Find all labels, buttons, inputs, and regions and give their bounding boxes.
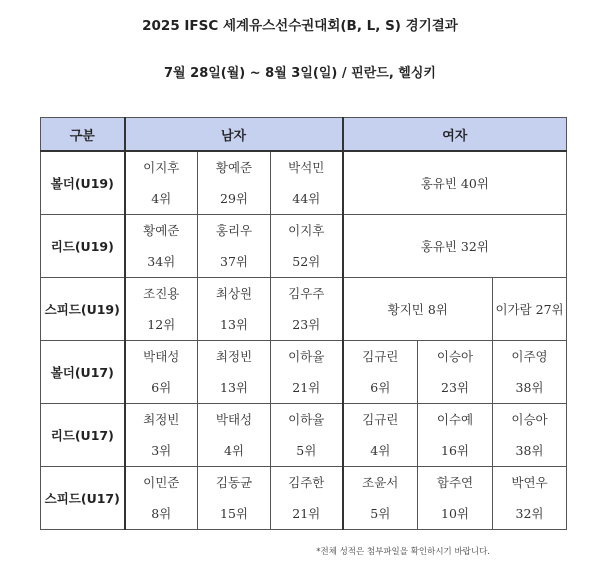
- table-row: [41, 403, 567, 466]
- athlete-name: 이수예: [436, 412, 474, 427]
- table-row: [41, 214, 567, 277]
- result-cell: [343, 151, 567, 214]
- result-cell: [125, 403, 198, 466]
- athlete-rank: 37위: [220, 254, 248, 269]
- athlete-name: 이민준: [143, 475, 180, 490]
- athlete-rank: 21위: [292, 506, 321, 521]
- result-cell: [198, 466, 271, 529]
- athlete-rank: 52위: [292, 254, 321, 269]
- athlete-name: 김우주: [288, 286, 325, 301]
- athlete-name: 박석민: [288, 160, 325, 176]
- table-row: [41, 151, 567, 214]
- athlete-name: 김규린: [362, 349, 399, 364]
- athlete-result: 홍유빈 40위: [420, 176, 489, 192]
- athlete-rank: 34위: [147, 254, 176, 269]
- athlete-result: 이가람 27위: [495, 302, 564, 317]
- athlete-rank: 16위: [441, 443, 470, 458]
- category-cell: 볼더(U19): [41, 151, 125, 214]
- header-category: 구분: [41, 118, 125, 152]
- result-cell: [125, 466, 198, 529]
- athlete-rank: 4위: [223, 443, 245, 458]
- athlete-name: 이승아: [511, 412, 548, 427]
- table-header-row: [41, 118, 567, 152]
- athlete-name: 조윤서: [362, 475, 399, 490]
- result-cell: [198, 151, 271, 214]
- result-cell: [125, 214, 198, 277]
- category-cell: 볼더(U17): [41, 340, 125, 403]
- athlete-rank: 29위: [220, 191, 248, 207]
- result-cell: [343, 214, 567, 277]
- athlete-name: 최정빈: [215, 349, 253, 364]
- result-cell: [198, 340, 271, 403]
- athlete-rank: 5위: [370, 506, 391, 521]
- result-cell: [125, 277, 198, 340]
- result-cell: [493, 466, 567, 529]
- athlete-name: 황예준: [215, 160, 253, 176]
- result-cell: [198, 403, 271, 466]
- category-cell: 스피드(U17): [41, 466, 125, 529]
- header-male: 남자: [125, 118, 343, 152]
- result-cell: [418, 403, 493, 466]
- result-cell: [125, 340, 198, 403]
- result-cell: [343, 277, 493, 340]
- athlete-rank: 5위: [296, 443, 317, 458]
- athlete-name: 이주영: [511, 349, 548, 364]
- athlete-rank: 6위: [370, 380, 391, 395]
- athlete-name: 이하율: [288, 412, 325, 427]
- athlete-rank: 13위: [220, 380, 248, 395]
- result-cell: [418, 340, 493, 403]
- table-row: [41, 340, 567, 403]
- table-row: [41, 466, 567, 529]
- athlete-name: 김규린: [362, 412, 399, 427]
- athlete-name: 최정빈: [143, 412, 180, 427]
- category-cell: 리드(U19): [41, 214, 125, 277]
- athlete-rank: 32위: [515, 506, 544, 521]
- athlete-rank: 38위: [515, 443, 544, 458]
- result-cell: [343, 403, 418, 466]
- athlete-name: 박연우: [511, 475, 548, 490]
- athlete-name: 최상원: [215, 286, 253, 301]
- athlete-name: 김동균: [215, 475, 253, 490]
- athlete-rank: 15위: [220, 506, 248, 521]
- result-cell: [271, 277, 343, 340]
- result-cell: [343, 340, 418, 403]
- result-cell: [271, 403, 343, 466]
- athlete-rank: 23위: [292, 317, 321, 332]
- header-female: 여자: [343, 118, 567, 152]
- athlete-rank: 4위: [370, 443, 391, 458]
- athlete-name: 조진용: [143, 286, 180, 301]
- athlete-name: 이승아: [436, 349, 474, 364]
- athlete-rank: 13위: [220, 317, 248, 332]
- athlete-rank: 8위: [151, 506, 172, 521]
- result-cell: [198, 214, 271, 277]
- result-cell: [343, 466, 418, 529]
- athlete-name: 홍리우: [215, 223, 253, 238]
- athlete-result: 황지민 8위: [387, 302, 448, 317]
- document-title: 2025 IFSC 세계유스선수권대회(B, L, S) 경기결과: [142, 18, 458, 34]
- table-row: [41, 277, 567, 340]
- result-cell: [198, 277, 271, 340]
- athlete-name: 이하율: [288, 349, 325, 364]
- result-cell: [271, 214, 343, 277]
- result-cell: [125, 151, 198, 214]
- result-cell: [418, 466, 493, 529]
- result-cell: [493, 340, 567, 403]
- footnote: *전체 성적은 첨부파일을 확인하시기 바랍니다.: [316, 547, 490, 557]
- athlete-rank: 21위: [292, 380, 321, 395]
- athlete-rank: 44위: [292, 191, 321, 207]
- results-table: [40, 117, 567, 530]
- athlete-name: 김주한: [288, 475, 325, 490]
- athlete-rank: 3위: [151, 443, 172, 458]
- result-cell: [493, 403, 567, 466]
- result-cell: [271, 151, 343, 214]
- athlete-name: 이지후: [143, 160, 180, 176]
- athlete-rank: 38위: [515, 380, 544, 395]
- athlete-name: 박태성: [143, 349, 180, 364]
- athlete-name: 박태성: [215, 412, 253, 427]
- athlete-rank: 10위: [441, 506, 470, 521]
- result-cell: [493, 277, 567, 340]
- category-cell: 리드(U17): [41, 403, 125, 466]
- result-cell: [271, 340, 343, 403]
- document-subtitle: 7월 28일(월) ~ 8월 3일(일) / 핀란드, 헬싱키: [164, 66, 436, 81]
- results-body: [41, 151, 567, 529]
- athlete-rank: 23위: [441, 380, 470, 395]
- athlete-rank: 12위: [147, 317, 176, 332]
- athlete-name: 황예준: [143, 223, 180, 238]
- athlete-rank: 6위: [151, 380, 172, 395]
- athlete-name: 함주연: [436, 475, 474, 490]
- result-cell: [271, 466, 343, 529]
- category-cell: 스피드(U19): [41, 277, 125, 340]
- athlete-name: 이지후: [288, 223, 325, 238]
- athlete-result: 홍유빈 32위: [420, 239, 489, 254]
- athlete-rank: 4위: [151, 191, 172, 207]
